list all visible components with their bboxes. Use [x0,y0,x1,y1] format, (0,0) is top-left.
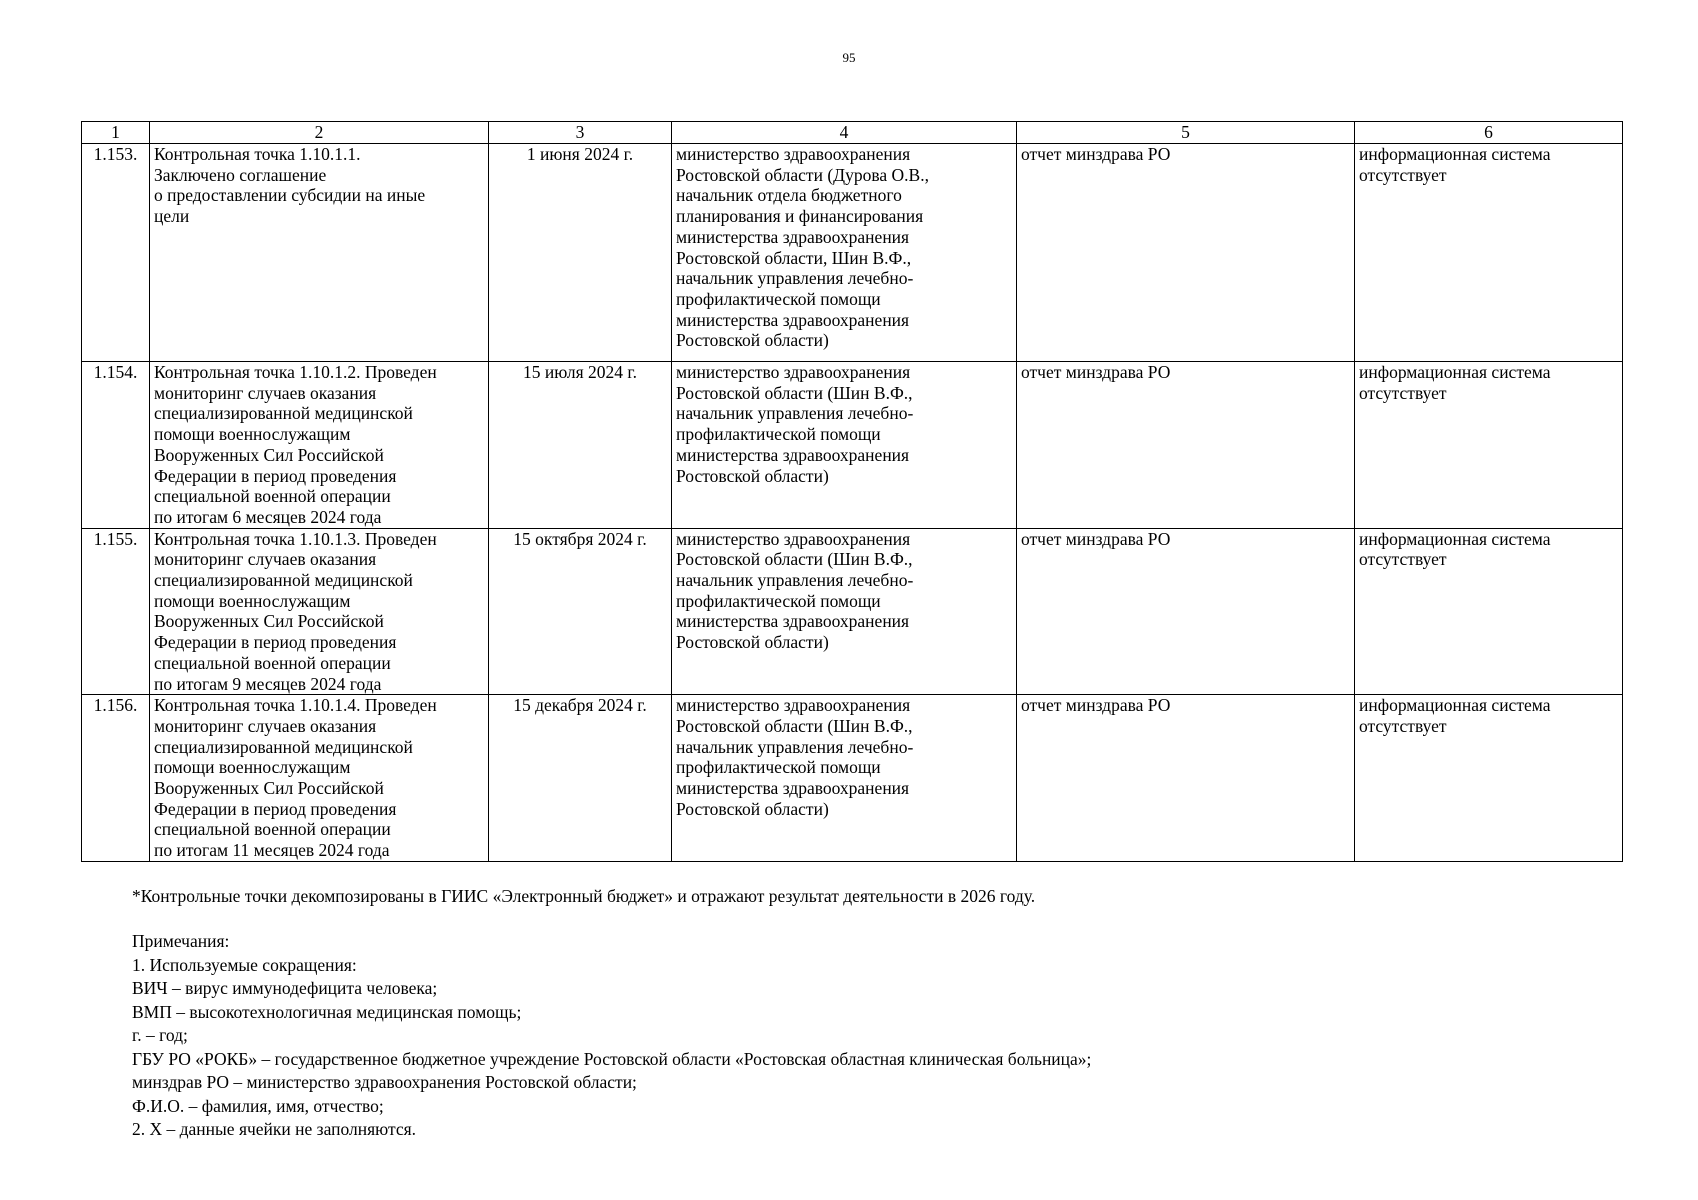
info-system-text: информационная система отсутствует [1359,695,1551,736]
control-point-cell [150,362,489,529]
notes-line: г. – год; [132,1025,188,1045]
info-system-cell [1355,144,1623,362]
responsible-text: министерство здравоохранения Ростовской области (Шин В.Ф., начальник управления лечебно- профилактической помощи министерства здравоохранения Ростовской области) [676,362,914,486]
deadline-cell: 15 декабря 2024 г. [489,695,672,862]
notes-line: ГБУ РО «РОКБ» – государственное бюджетное учреждение Ростовской области «Ростовская областная клиническая больница»; [132,1048,1092,1069]
responsible-cell [672,695,1017,862]
control-point-text: Контрольная точка 1.10.1.3. Проведен мониторинг случаев оказания специализированной медицинской помощи военнослужащим Вооруженных Сил Российской Федерации в период проведения специальной военной операции по итогам 9 месяцев 2024 года [154,528,437,694]
info-system-cell [1355,362,1623,529]
column-header-5: 5 [1017,122,1355,144]
notes-line: 2. Х – данные ячейки не заполняются. [132,1119,417,1139]
control-point-text: Контрольная точка 1.10.1.4. Проведен мониторинг случаев оказания специализированной медицинской помощи военнослужащим Вооруженных Сил Российской Федерации в период проведения специальной военной операции по итогам 11 месяцев 2024 года [154,695,437,861]
column-header-6: 6 [1355,122,1623,144]
row-number: 1.156. [82,695,150,862]
control-point-cell [150,528,489,695]
notes-section [132,930,1091,1142]
responsible-text: министерство здравоохранения Ростовской области (Дурова О.В., начальник отдела бюджетного планирования и финансирования министерства здравоохранения Ростовской области, Шин В.Ф., начальник управления лечебно- профилактической помощи министерства здравоохранения Ростовской области) [676,144,929,351]
responsible-text: министерство здравоохранения Ростовской области (Шин В.Ф., начальник управления лечебно- профилактической помощи министерства здравоохранения Ростовской области) [676,695,914,819]
column-header-4: 4 [672,122,1017,144]
deadline-cell: 15 октября 2024 г. [489,528,672,695]
column-header-3: 3 [489,122,672,144]
document-cell: отчет минздрава РО [1017,528,1355,695]
row-number: 1.154. [82,362,150,529]
document-cell: отчет минздрава РО [1017,144,1355,362]
deadline-cell: 1 июня 2024 г. [489,144,672,362]
control-point-text: Контрольная точка 1.10.1.1. Заключено соглашение о предоставлении субсидии на иные цели [154,144,426,227]
notes-title: Примечания: [132,931,230,951]
responsible-cell [672,144,1017,362]
table-row [82,695,1623,862]
notes-line: ВИЧ – вирус иммунодефицита человека; [132,978,438,998]
page-number: 95 [842,50,856,65]
control-points-table [81,121,1623,862]
deadline-cell: 15 июля 2024 г. [489,362,672,529]
table-row [82,144,1623,362]
table-header-row [82,122,1623,144]
document-cell: отчет минздрава РО [1017,695,1355,862]
row-number: 1.155. [82,528,150,695]
info-system-text: информационная система отсутствует [1359,362,1551,403]
document-cell: отчет минздрава РО [1017,362,1355,529]
info-system-cell [1355,695,1623,862]
responsible-text: министерство здравоохранения Ростовской области (Шин В.Ф., начальник управления лечебно- профилактической помощи министерства здравоохранения Ростовской области) [676,528,914,653]
column-header-1: 1 [82,122,150,144]
control-point-cell [150,144,489,362]
info-system-cell [1355,528,1623,695]
notes-line: 1. Используемые сокращения: [132,954,357,975]
info-system-text: информационная система отсутствует [1359,528,1551,570]
footnote: *Контрольные точки декомпозированы в ГИИС «Электронный бюджет» и отражают результат деятельности в 2026 году. [132,886,1036,906]
table-row [82,362,1623,529]
notes-line: Ф.И.О. – фамилия, имя, отчество; [132,1095,384,1116]
row-number: 1.153. [82,144,150,362]
table-row [82,528,1623,695]
column-header-2: 2 [150,122,489,144]
control-point-text: Контрольная точка 1.10.1.2. Проведен мониторинг случаев оказания специализированной медицинской помощи военнослужащим Вооруженных Сил Российской Федерации в период проведения специальной военной операции по итогам 6 месяцев 2024 года [154,362,437,527]
notes-line: ВМП – высокотехнологичная медицинская помощь; [132,1001,522,1022]
info-system-text: информационная система отсутствует [1359,144,1551,185]
responsible-cell [672,528,1017,695]
notes-line: минздрав РО – министерство здравоохранения Ростовской области; [132,1072,637,1092]
control-point-cell [150,695,489,862]
responsible-cell [672,362,1017,529]
